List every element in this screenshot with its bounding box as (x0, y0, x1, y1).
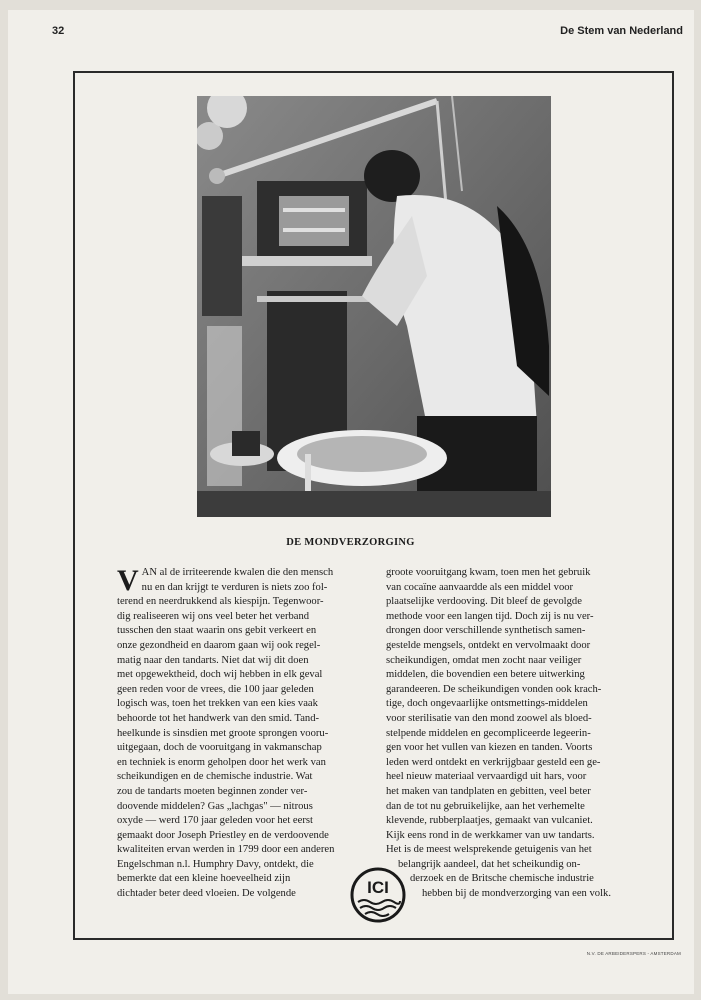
text-line: gemaakt door Joseph Priestley en de verdoovende (117, 829, 329, 841)
text-line: het maken van tandplaten en gebitten, veel beter (386, 785, 591, 797)
text-line: kwaliteiten ervan werden in 1799 door een anderen (117, 844, 335, 856)
text-line: zou de tandarts moeten beginnen zonder ver- (117, 785, 308, 797)
logo-text: ICI (367, 878, 389, 897)
text-line: plaatselijke verdooving. Dit bleef de gevolgde (386, 596, 582, 608)
article-column-right (386, 566, 641, 902)
text-line: tusschen den staat waarin ons gebit verkeert en (117, 625, 317, 637)
text-line: Het is de meest welsprekende getuigenis van het (386, 844, 592, 856)
ici-logo (349, 866, 407, 924)
text-line: en techniek is enorm geholpen door het werk van (117, 756, 326, 768)
text-line: heel nieuw materiaal vervaardigd uit hars, voor (386, 771, 587, 783)
article-column-left (117, 566, 369, 902)
text-line: scheikundigen, omdat men zocht naar veiliger (386, 654, 582, 666)
text-line: behoorde tot het handwerk van den smid. Tand- (117, 712, 320, 724)
text-line: dan de tot nu gebruikelijke, aan het verhemelte (386, 800, 585, 812)
text-line: bemerkte dat een kleine hoeveelheid zijn (117, 873, 291, 885)
page-number: 32 (52, 25, 65, 37)
text-line: groote vooruitgang kwam, toen men het gebruik (386, 567, 591, 578)
publication-title: De Stem van Nederland (560, 25, 683, 37)
drop-cap: V (117, 564, 139, 597)
text-line: gestelde mengsels, ontdekt en vervolmaakt door (386, 639, 591, 651)
text-line: drongen door verschillende synthetisch samen- (386, 625, 586, 637)
text-line: middelen, die bovendien een betere uitwerking (386, 669, 585, 681)
text-line: stelpende middelen en gecompliceerde legeerin- (386, 727, 591, 739)
text-line: hebben bij de mondverzorging van een volk. (422, 888, 611, 900)
text-line: klevende, rubberplaatjes, gemaakt van vulcaniet. (386, 815, 593, 827)
text-line: derzoek en de Britsche chemische industrie (410, 873, 594, 885)
text-line: belangrijk aandeel, dat het scheikundig on- (398, 858, 581, 870)
text-line: doovende middelen? Gas „lachgas" — nitrous (117, 800, 313, 812)
text-line: nu en dan krijgt te verduren is niets zoo fol- (141, 581, 328, 593)
text-line: van cocaïne aanvaardde als een middel voor (386, 581, 574, 593)
text-line: matig naar den tandarts. Niet dat wij dit doen (117, 654, 309, 666)
text-line: Kijk eens rond in de werkkamer van uw tandarts. (386, 829, 595, 841)
text-line: met opgewektheid, doch wij hebben in elk geval (117, 669, 323, 681)
text-line: dichtader beter deed vloeien. De volgende (117, 888, 296, 900)
text-line: AN al de irriteerende kwalen die den mensch (141, 567, 334, 578)
text-line: logisch was, toen het trekken van een kies vaak (117, 698, 318, 710)
article-title: DE MONDVERZORGING (286, 537, 415, 548)
text-line: uitgegaan, doch de vooruitgang in vakmanschap (117, 742, 322, 754)
printer-credit: N.V. DE ARBEIDERSPERS - AMSTERDAM (586, 951, 681, 956)
text-line: Engelschman n.l. Humphry Davy, ontdekt, die (117, 858, 314, 870)
text-line: oxyde — werd 170 jaar geleden voor het eerst (117, 815, 313, 827)
dentist-scene-image (197, 96, 551, 517)
text-line: leden werd ontdekt en verkrijgbaar gesteld een ge- (386, 756, 601, 768)
text-line: heelkunde is sinsdien met groote sprongen vooru- (117, 727, 329, 739)
text-line: garandeeren. De scheikundigen vonden ook krach- (386, 683, 602, 695)
text-line: scheikundigen en de chemische industrie. Wat (117, 771, 313, 783)
text-line: dig realiseeren wij ons veel beter het verband (117, 610, 310, 622)
text-line: terend en neerdrukkend als kiespijn. Tegenwoor- (117, 596, 324, 608)
text-line: geen reden voor de vrees, die 100 jaar geleden (117, 683, 314, 695)
text-line: gen voor het vullen van kiezen en tanden. Voorts (386, 742, 593, 754)
text-line: methode voor een langen tijd. Doch zij is nu ver- (386, 610, 594, 622)
text-line: onze gezondheid en daarom gaan wij ook regel- (117, 639, 321, 651)
text-line: tige, doch ongevaarlijke ontsmettings-middelen (386, 698, 588, 710)
dentist-illustration (197, 96, 551, 517)
text-line: voor sterilisatie van den mond zoowel als bloed- (386, 712, 592, 724)
